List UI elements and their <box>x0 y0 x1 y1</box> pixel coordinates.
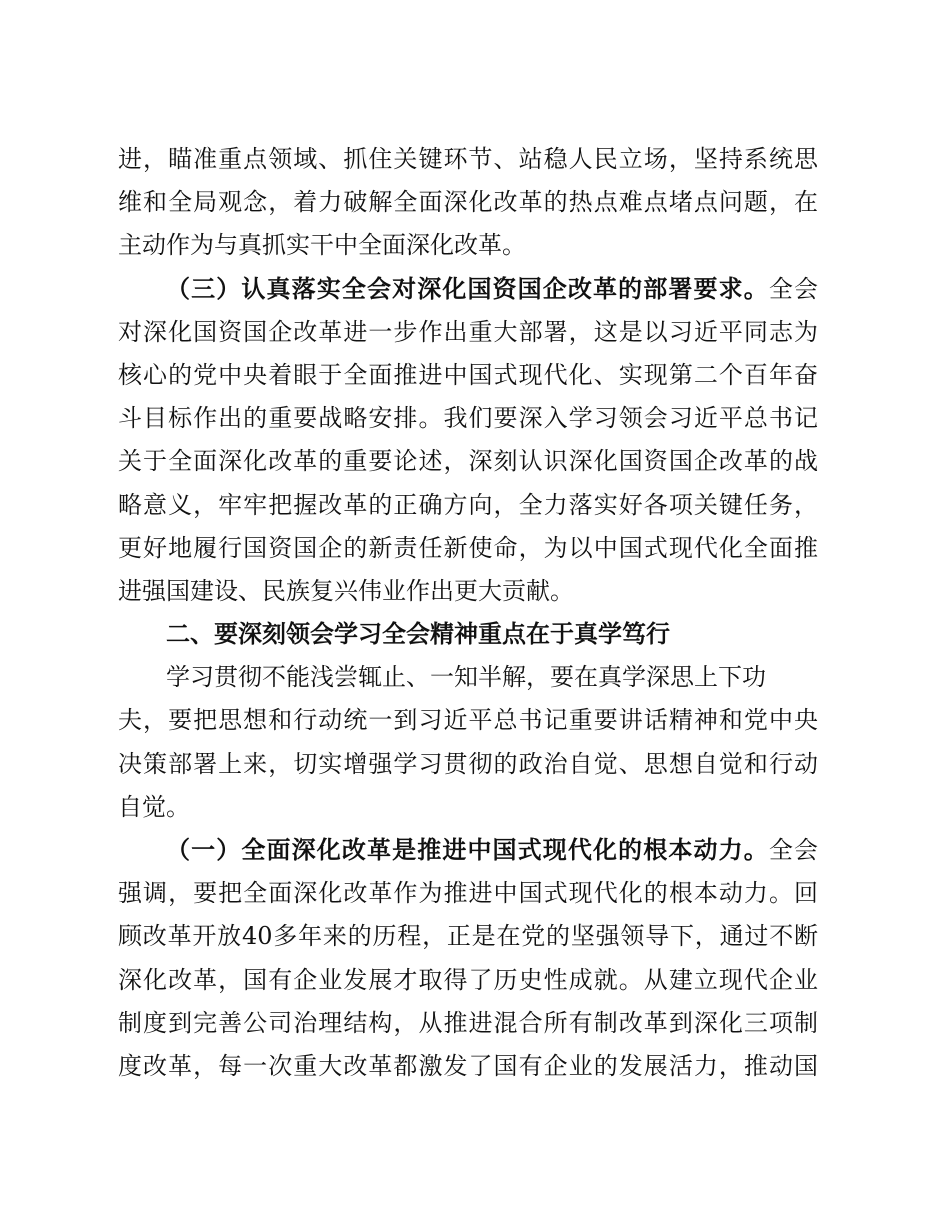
subheading-line <box>118 829 818 872</box>
subheading-1-title: （一）全面深化改革是推进中国式现代化的根本动力。 <box>166 836 769 864</box>
paragraph-line: 关于全面深化改革的重要论述，深刻认识深化国资国企改革的战 <box>118 447 818 476</box>
paragraph-line: 斗目标作出的重要战略安排。我们要深入学习领会习近平总书记 <box>118 404 818 433</box>
paragraph-line: 进强国建设、民族复兴伟业作出更大贡献。 <box>118 576 574 605</box>
paragraph-line: 更好地履行国资国企的新责任新使命，为以中国式现代化全面推 <box>118 533 818 562</box>
paragraph-line: 深化改革，国有企业发展才取得了历史性成就。从建立现代企业 <box>118 965 818 994</box>
paragraph-line: 略意义，牢牢把握改革的正确方向，全力落实好各项关键任务， <box>118 490 818 519</box>
paragraph-line: 强调，要把全面深化改革作为推进中国式现代化的根本动力。回 <box>118 879 818 908</box>
document-body <box>118 138 818 1088</box>
subheading-3-lead: 全会 <box>768 274 819 303</box>
section-2-heading: 二、要深刻领会学习全会精神重点在于真学笃行 <box>166 620 670 649</box>
subheading-3-title: （三）认真落实全会对深化国资国企改革的部署要求。 <box>166 274 769 303</box>
subheading-1-lead: 全会 <box>768 836 819 864</box>
paragraph-line: 学习贯彻不能浅尝辄止、一知半解，要在真学深思上下功 <box>166 663 766 692</box>
paragraph-line: 主动作为与真抓实干中全面深化改革。 <box>118 231 526 260</box>
paragraph-line: 夫，要把思想和行动统一到习近平总书记重要讲话精神和党中央 <box>118 706 818 735</box>
paragraph-line: 维和全局观念，着力破解全面深化改革的热点难点堵点问题，在 <box>118 188 818 217</box>
paragraph-line: 顾改革开放40多年来的历程，正是在党的坚强领导下，通过不断 <box>118 922 818 951</box>
paragraph-line: 进，瞄准重点领域、抓住关键环节、站稳人民立场，坚持系统思 <box>118 145 818 173</box>
paragraph-line: 核心的党中央着眼于全面推进中国式现代化、实现第二个百年奋 <box>118 360 818 389</box>
paragraph-line: 度改革，每一次重大改革都激发了国有企业的发展活力，推动国 <box>118 1051 818 1080</box>
paragraph-line: 制度到完善公司治理结构，从推进混合所有制改革到深化三项制 <box>118 1008 818 1037</box>
subheading-line <box>118 268 818 311</box>
paragraph-line: 决策部署上来，切实增强学习贯彻的政治自觉、思想自觉和行动 <box>118 749 818 778</box>
paragraph-line: 自觉。 <box>118 792 190 821</box>
paragraph-line: 对深化国资国企改革进一步作出重大部署，这是以习近平同志为 <box>118 317 818 346</box>
